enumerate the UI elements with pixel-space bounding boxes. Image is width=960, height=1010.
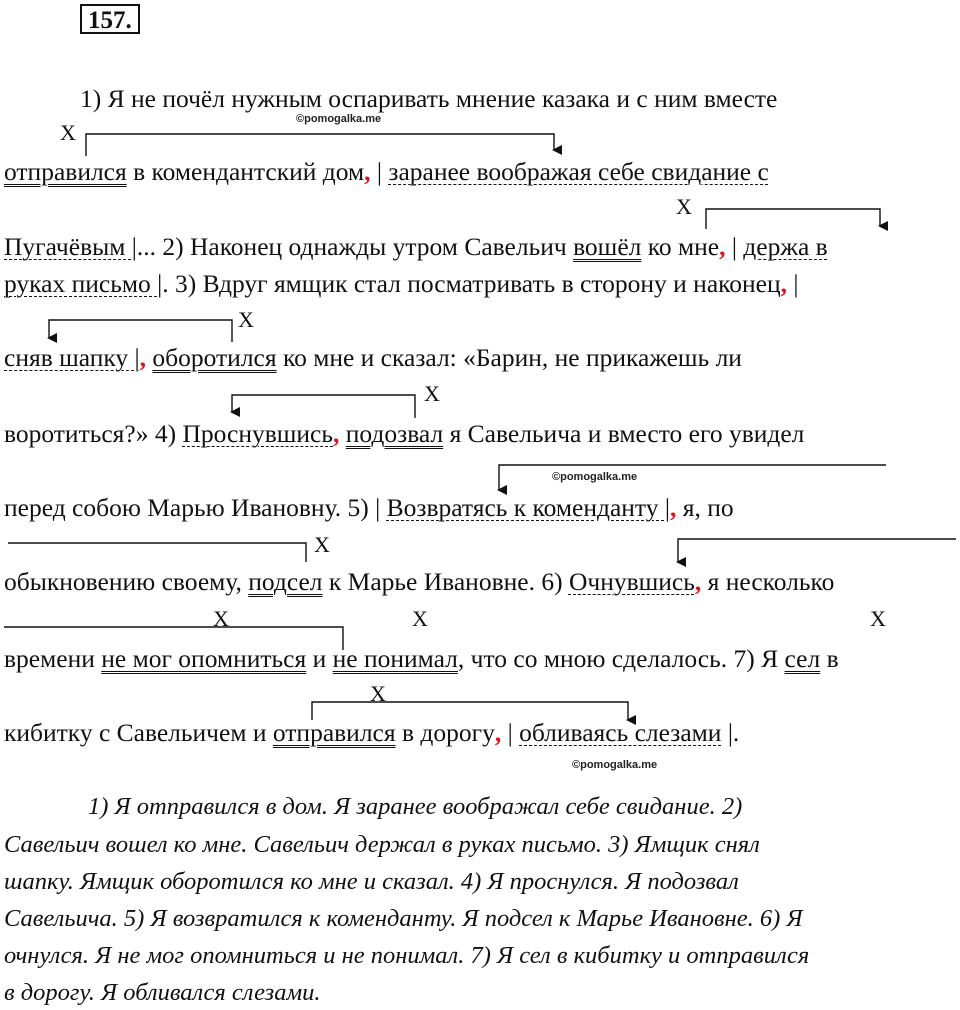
- text-line-9: времени не мог опомниться и не понимал, что со мною сделалось. 7) Я сел в: [4, 644, 839, 673]
- participle-phrase: заранее воображая себе свидание с: [388, 157, 769, 186]
- answer-line-2: Савельич вошел ко мне. Савельич держал в руках письмо. 3) Ямщик снял: [4, 831, 760, 858]
- arrow: [49, 320, 232, 342]
- answer-line-1: 1) Я отправился в дом. Я заранее воображал себе свидание. 2): [88, 793, 743, 820]
- text-line-6: воротиться?» 4) Проснувшись, подозвал я Савельича и вместо его увидел: [4, 419, 805, 448]
- answer-line-6: в дорогу. Я обливался слезами.: [4, 979, 321, 1006]
- participle-phrase: обливаясь слезами: [519, 718, 722, 747]
- predicate: отправился: [4, 157, 127, 186]
- watermark: ©pomogalka.me: [296, 113, 382, 125]
- predicate: подсел: [248, 567, 323, 596]
- predicate: оборотился: [152, 343, 277, 372]
- watermark: ©pomogalka.me: [552, 471, 638, 483]
- x-mark: X: [370, 681, 386, 706]
- text-line-1: 1) Я не почёл нужным оспаривать мнение казака и с ним вместе: [80, 84, 778, 113]
- text-line-2: отправился в комендантский дом, | заранее воображая себе свидание с: [4, 157, 769, 186]
- text-line-7: перед собою Марью Ивановну. 5) | Возвратясь к коменданту |, я, по: [4, 493, 734, 522]
- x-mark: X: [424, 381, 440, 406]
- arrow: [86, 134, 554, 156]
- predicate: отправился: [272, 718, 396, 747]
- answer-line-3: шапку. Ямщик оборотился ко мне и сказал. 4) Я проснулся. Я подозвал: [4, 868, 739, 895]
- comma: ,: [780, 269, 787, 298]
- participle-phrase: держа в: [743, 232, 828, 261]
- comma: ,: [494, 718, 502, 747]
- comma: ,: [139, 343, 147, 372]
- text-line-5: сняв шапку |, оборотился ко мне и сказал: «Барин, не прикажешь ли: [4, 343, 742, 372]
- participle-phrase: Возвратясь к коменданту |: [386, 493, 670, 522]
- participle-phrase: Пугачёвым: [4, 232, 132, 261]
- bracket: [8, 543, 306, 562]
- exercise-number: 157.: [80, 4, 140, 34]
- comma: ,: [669, 493, 677, 522]
- predicate: сел: [784, 644, 821, 673]
- predicate: подозвал: [345, 419, 444, 448]
- text-line-3: Пугачёвым |... 2) Наконец однажды утром Савельич вошёл ко мне, | держа в: [4, 232, 828, 261]
- participle-phrase: Проснувшись: [182, 419, 333, 448]
- comma: ,: [694, 567, 702, 596]
- comma: ,: [719, 232, 726, 261]
- comma: ,: [364, 157, 371, 186]
- x-mark: X: [238, 307, 254, 332]
- x-mark: X: [676, 194, 692, 219]
- predicate: вошёл: [573, 232, 642, 261]
- arrow: [706, 209, 880, 229]
- comma: ,: [333, 419, 340, 448]
- answer-line-4: Савельича. 5) Я возвратился к коменданту. Я подсел к Марье Ивановне. 6) Я: [4, 905, 803, 932]
- predicate: не понимал: [332, 644, 458, 673]
- watermark: ©pomogalka.me: [572, 759, 658, 771]
- x-mark: X: [213, 606, 229, 631]
- x-mark: X: [60, 120, 76, 145]
- x-mark: X: [412, 606, 428, 631]
- x-mark: X: [314, 532, 330, 557]
- arrow: [232, 395, 415, 418]
- x-mark: X: [870, 606, 886, 631]
- participle-phrase: Очнувшись: [568, 567, 695, 596]
- text-line-8: обыкновению своему, подсел к Марье Ивановне. 6) Очнувшись, я несколько: [4, 567, 835, 596]
- participle-phrase: сняв шапку |: [4, 343, 140, 372]
- text-line-10: кибитку с Савельичем и отправился в дорогу, | обливаясь слезами |.: [4, 718, 740, 747]
- arrow: [678, 539, 956, 562]
- predicate: не мог опомниться: [101, 644, 307, 673]
- answer-line-5: очнулся. Я не мог опомниться и не понимал. 7) Я сел в кибитку и отправился: [4, 942, 810, 969]
- participle-phrase: руках письмо: [4, 269, 158, 298]
- text-line-4: руках письмо |. 3) Вдруг ямщик стал посматривать в сторону и наконец, |: [4, 269, 799, 298]
